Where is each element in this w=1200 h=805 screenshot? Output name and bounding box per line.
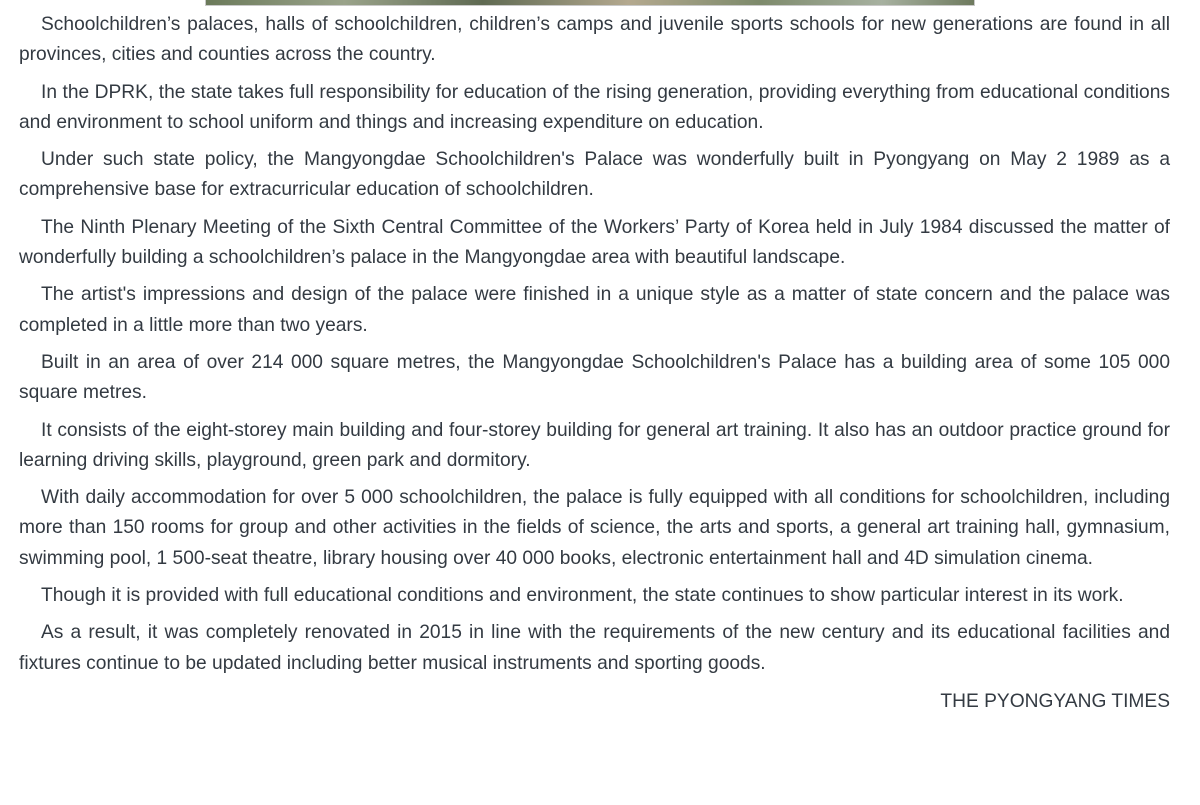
article-paragraph-1: Schoolchildren’s palaces, halls of schoolchildren, children’s camps and juvenile sports schools for new generations are found in all provinces, cities and counties across the country. xyxy=(19,14,1170,66)
article-paragraph-2: In the DPRK, the state takes full responsibility for education of the rising generation, providing everything from educational conditions and environment to school uniform and things and increasing expenditure on education. xyxy=(19,81,1170,133)
article-paragraph-7: It consists of the eight-storey main building and four-storey building for general art training. It also has an outdoor practice ground for learning driving skills, playground, green park and dormitory. xyxy=(19,419,1170,471)
article-paragraph-4: The Ninth Plenary Meeting of the Sixth Central Committee of the Workers’ Party of Korea held in July 1984 discussed the matter of wonderfully building a schoolchildren’s palace in the Mangyongdae area with beautiful landscape. xyxy=(19,216,1170,269)
article-paragraph-6: Built in an area of over 214 000 square metres, the Mangyongdae Schoolchildren's Palace has a building area of some 105 000 square metres. xyxy=(19,351,1170,404)
article-paragraph-10: As a result, it was completely renovated in 2015 in line with the requirements of the new century and its educational facilities and fixtures continue to be updated including better musical instruments and sporting goods. xyxy=(19,622,1170,674)
article-image-bottom-edge xyxy=(205,0,975,6)
article-paragraph-3: Under such state policy, the Mangyongdae Schoolchildren's Palace was wonderfully built in Pyongyang on May 2 1989 as a comprehensive base for extracurricular education of schoolchildren. xyxy=(19,149,1170,201)
article-body xyxy=(19,10,1170,717)
article-paragraph-5: The artist's impressions and design of the palace were finished in a unique style as a matter of state concern and the palace was completed in a little more than two years. xyxy=(19,284,1170,336)
article-paragraph-8: With daily accommodation for over 5 000 schoolchildren, the palace is fully equipped with all conditions for schoolchildren, including more than 150 rooms for group and other activities in the fields of science, the arts and sports, a general art training hall, gymnasium, swimming pool, 1 500-seat theatre, library housing over 40 000 books, electronic entertainment hall and 4D simulation cinema. xyxy=(19,487,1170,569)
article-source: THE PYONGYANG TIMES xyxy=(940,690,1170,712)
article-paragraph-9: Though it is provided with full educational conditions and environment, the state continues to show particular interest in its work. xyxy=(41,585,1124,607)
